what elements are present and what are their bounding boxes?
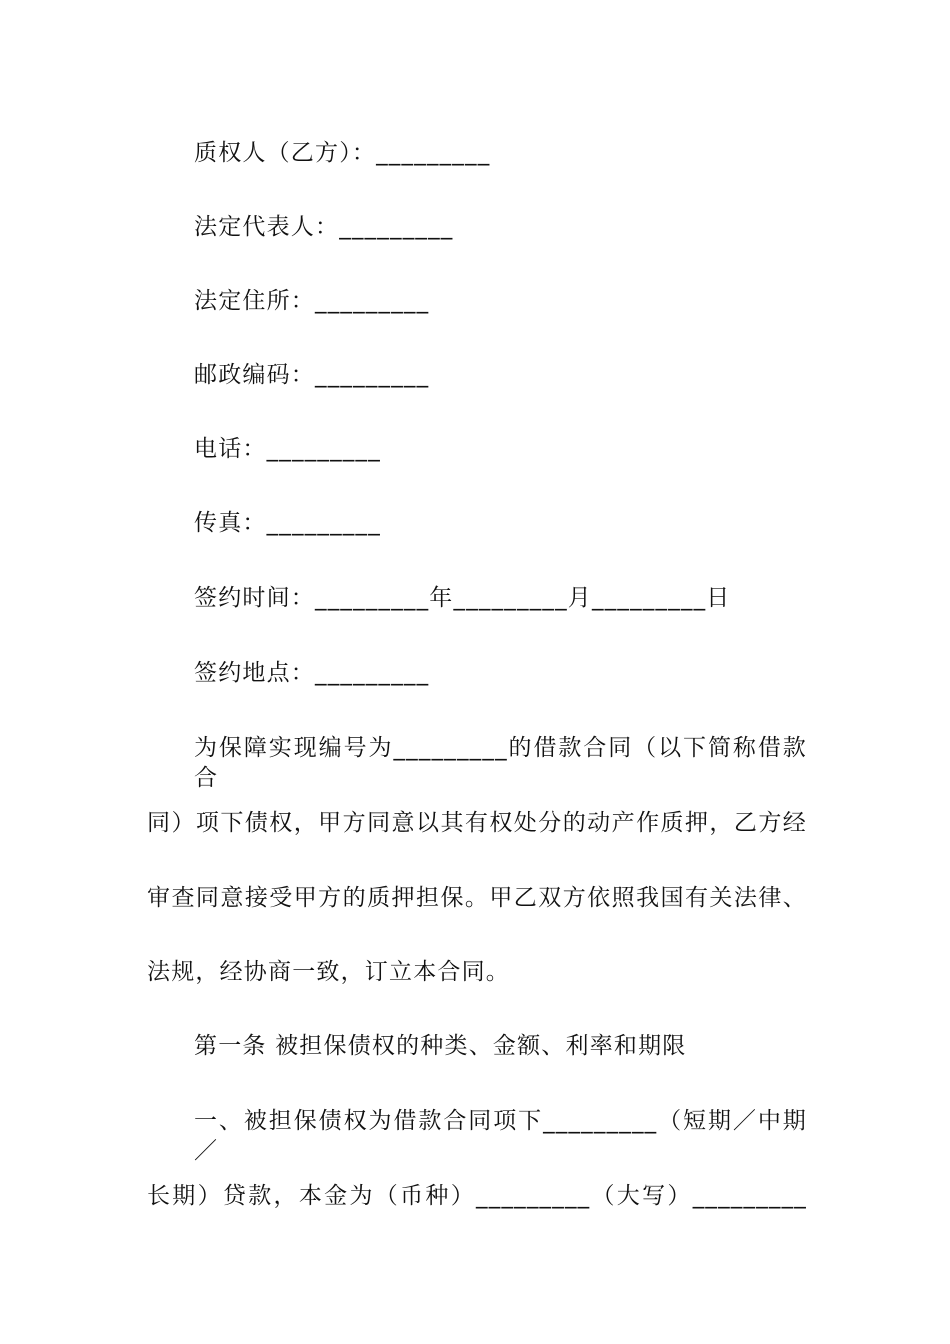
- article-one-clause-1-line-2: 长期）贷款，本金为（币种）_________（大写）_________: [147, 1183, 807, 1209]
- preamble-line-4: 法规，经协商一致，订立本合同。: [147, 959, 510, 985]
- signing-date-line: 签约时间：_________年_________月_________日: [194, 585, 731, 611]
- postal-code-line: 邮政编码：_________: [194, 362, 430, 388]
- article-one-clause-1-line-1: 一、被担保债权为借款合同项下_________（短期／中期／: [194, 1108, 807, 1164]
- signing-place-line: 签约地点：_________: [194, 660, 430, 686]
- preamble-line-3: 审查同意接受甲方的质押担保。甲乙双方依照我国有关法律、: [147, 885, 807, 911]
- legal-representative-line: 法定代表人：_________: [194, 214, 454, 240]
- article-one-heading: 第一条 被担保债权的种类、金额、利率和期限: [194, 1033, 687, 1059]
- phone-line: 电话：_________: [194, 436, 381, 462]
- preamble-line-1: 为保障实现编号为_________的借款合同（以下简称借款合: [194, 735, 807, 791]
- preamble-line-2: 同）项下债权，甲方同意以其有权处分的动产作质押，乙方经: [147, 810, 807, 836]
- pledgee-line: 质权人（乙方）：_________: [194, 140, 491, 166]
- fax-line: 传真：_________: [194, 510, 381, 536]
- legal-address-line: 法定住所：_________: [194, 288, 430, 314]
